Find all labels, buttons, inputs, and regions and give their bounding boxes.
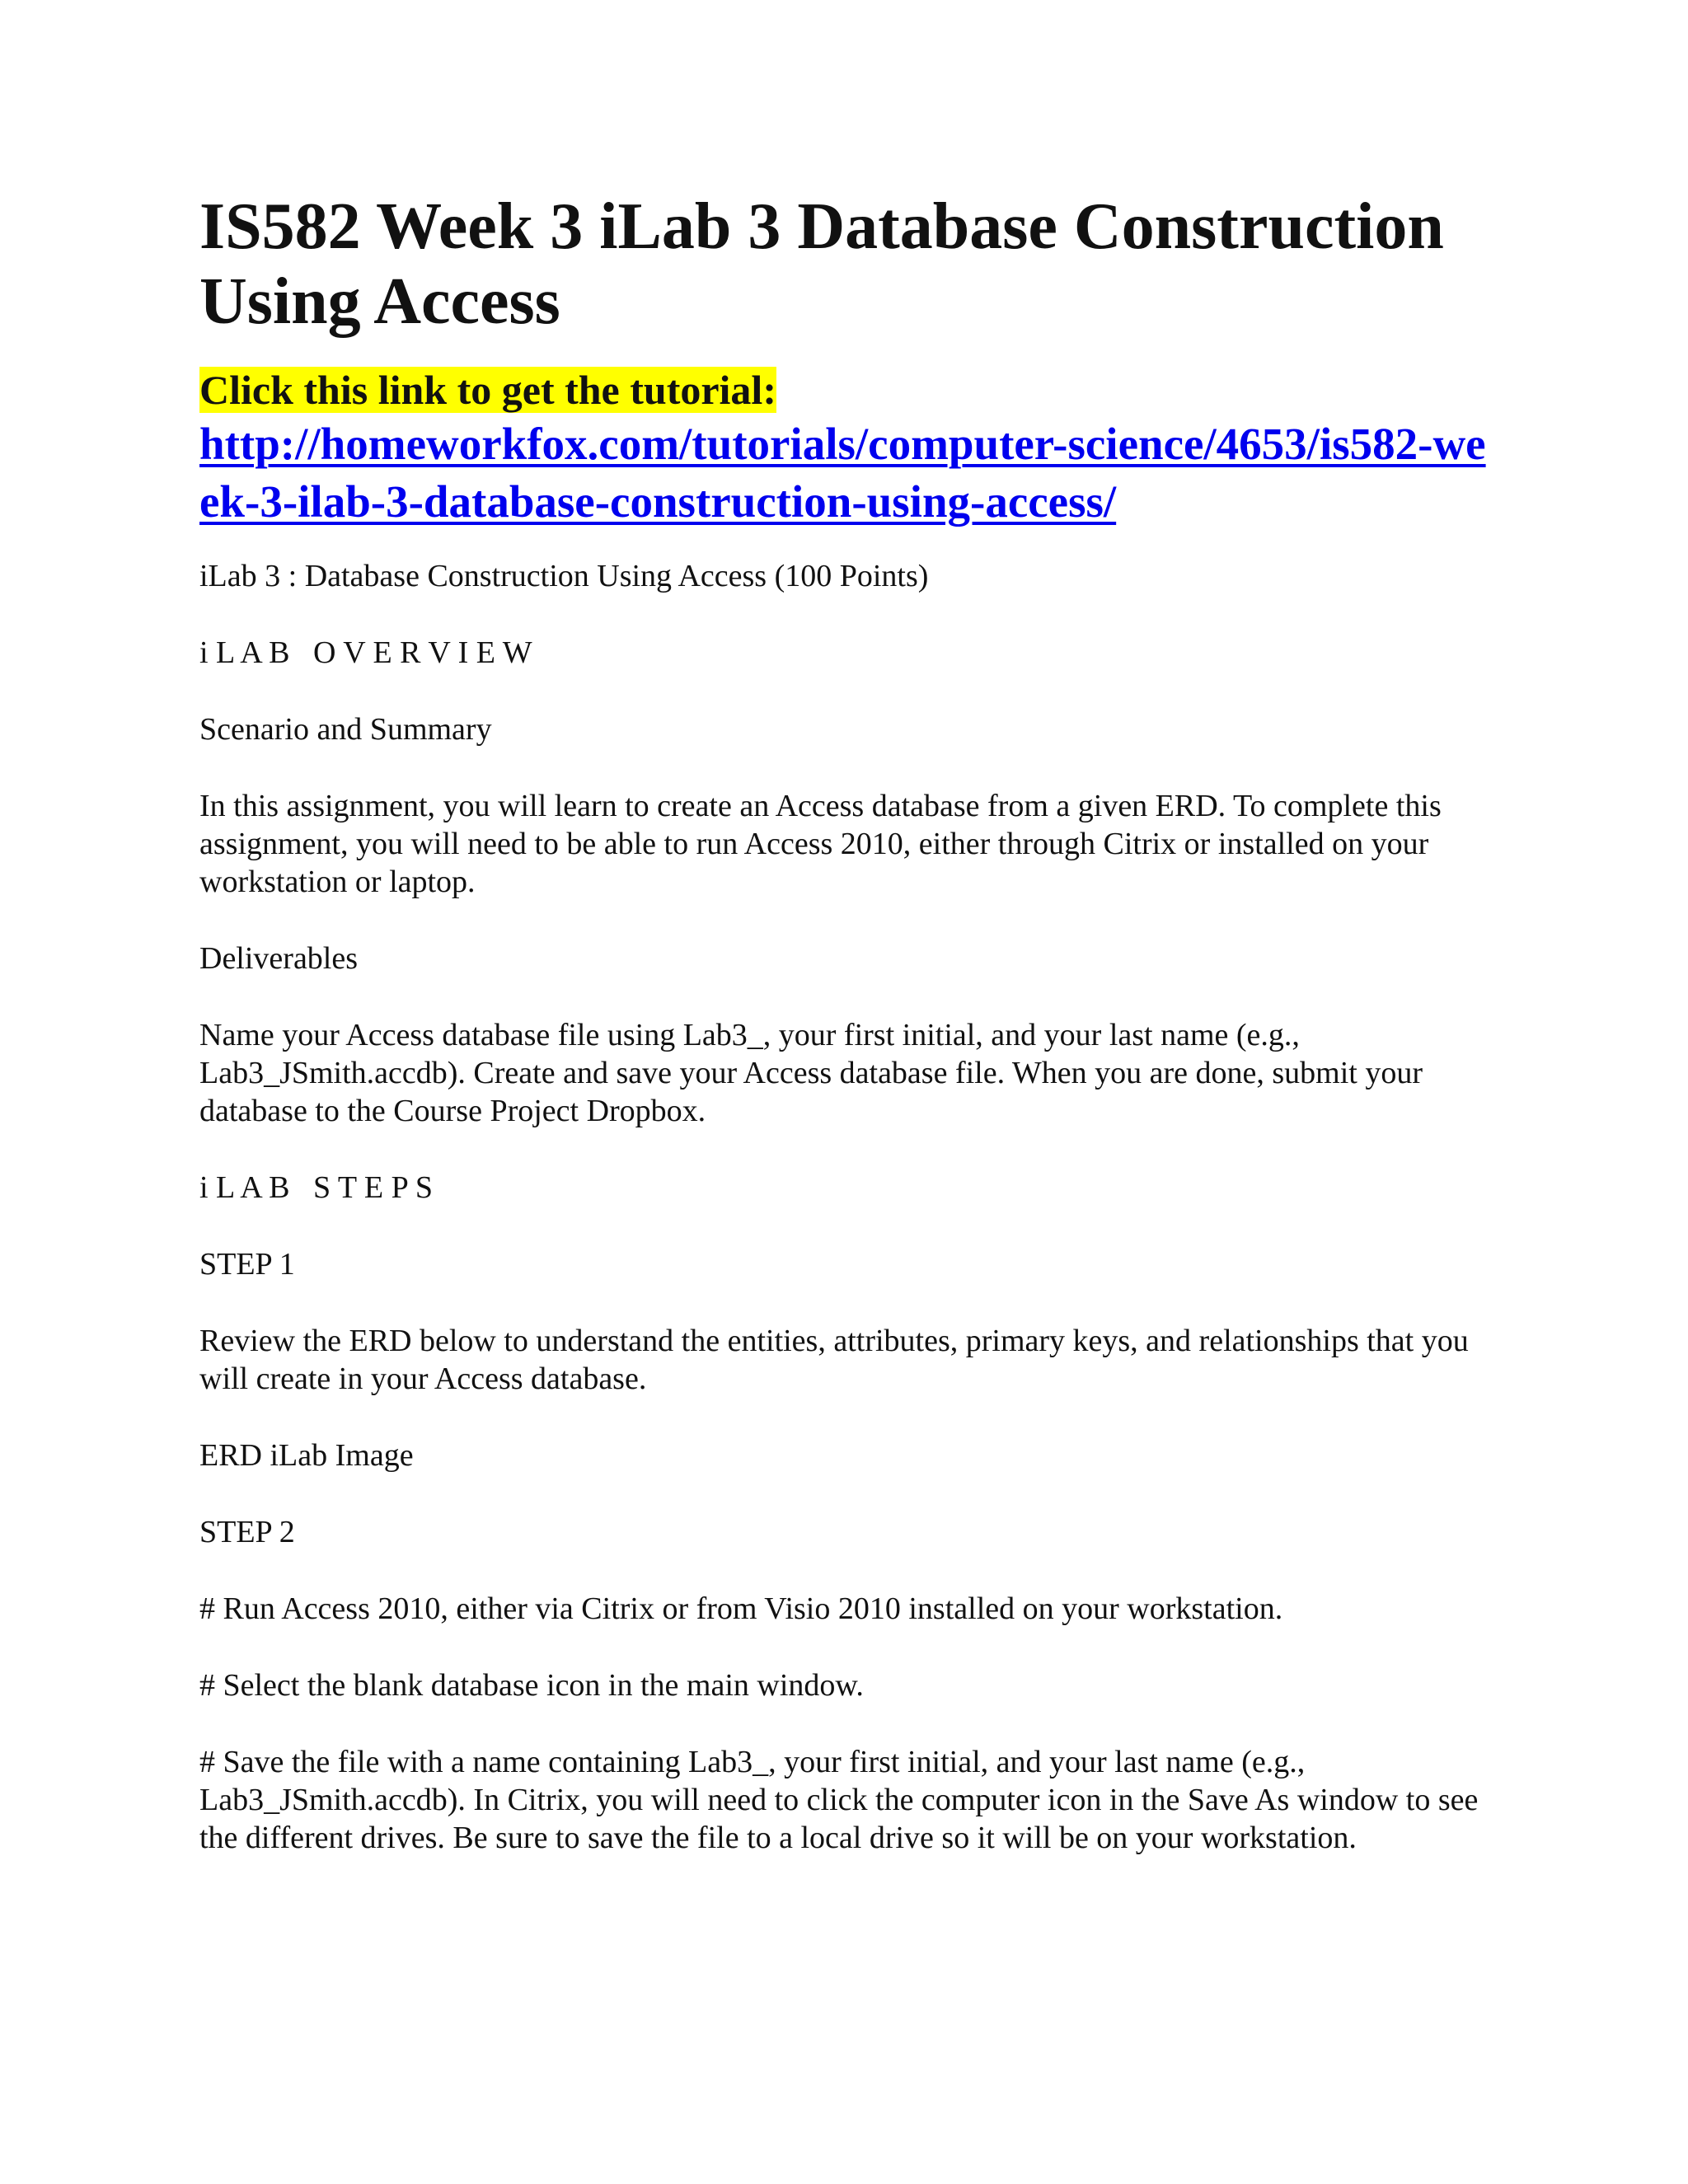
step2-item: # Run Access 2010, either via Citrix or from Visio 2010 installed on your workstation.: [199, 1591, 1283, 1626]
step2-item: # Save the file with a name containing Lab3_, your first initial, and your last name (e.g., Lab3_JSmith.accdb). In Citrix, you will need to click the computer icon in the Save As window to see the different drives. Be sure to save the file to a local drive so it will be on your workstation.: [199, 1745, 1479, 1855]
step2-heading: STEP 2: [199, 1515, 295, 1549]
deliverables-heading: Deliverables: [199, 941, 359, 976]
tutorial-link[interactable]: http://homeworkfox.com/tutorials/computer-science/4653/is582-week-3-ilab-3-database-construction-using-access/: [199, 419, 1486, 527]
erd-image-label: ERD iLab Image: [199, 1438, 414, 1473]
step2-item: # Select the blank database icon in the main window.: [199, 1668, 864, 1703]
lab-subtitle: iLab 3 : Database Construction Using Access (100 Points): [199, 559, 929, 593]
scenario-heading: Scenario and Summary: [199, 712, 492, 747]
document-page: [199, 190, 1502, 1896]
steps-heading: i L A B S T E P S: [199, 1170, 433, 1205]
step1-heading: STEP 1: [199, 1247, 295, 1282]
deliverables-paragraph: Name your Access database file using Lab3_, your first initial, and your last name (e.g., Lab3_JSmith.accdb). Create and save your Access database file. When you are done, submit your database to the Course Project Dropbox.: [199, 1018, 1423, 1128]
page-title: IS582 Week 3 iLab 3 Database Construction Using Access: [199, 190, 1444, 338]
tutorial-callout-text: Click this link to get the tutorial:: [199, 367, 776, 413]
overview-heading: i L A B O V E R V I E W: [199, 635, 532, 670]
step1-paragraph: Review the ERD below to understand the entities, attributes, primary keys, and relationships that you will create in your Access database.: [199, 1324, 1469, 1396]
scenario-paragraph: In this assignment, you will learn to create an Access database from a given ERD. To complete this assignment, you will need to be able to run Access 2010, either through Citrix or installed on your workstation or laptop.: [199, 789, 1442, 899]
tutorial-callout: [199, 364, 1502, 415]
